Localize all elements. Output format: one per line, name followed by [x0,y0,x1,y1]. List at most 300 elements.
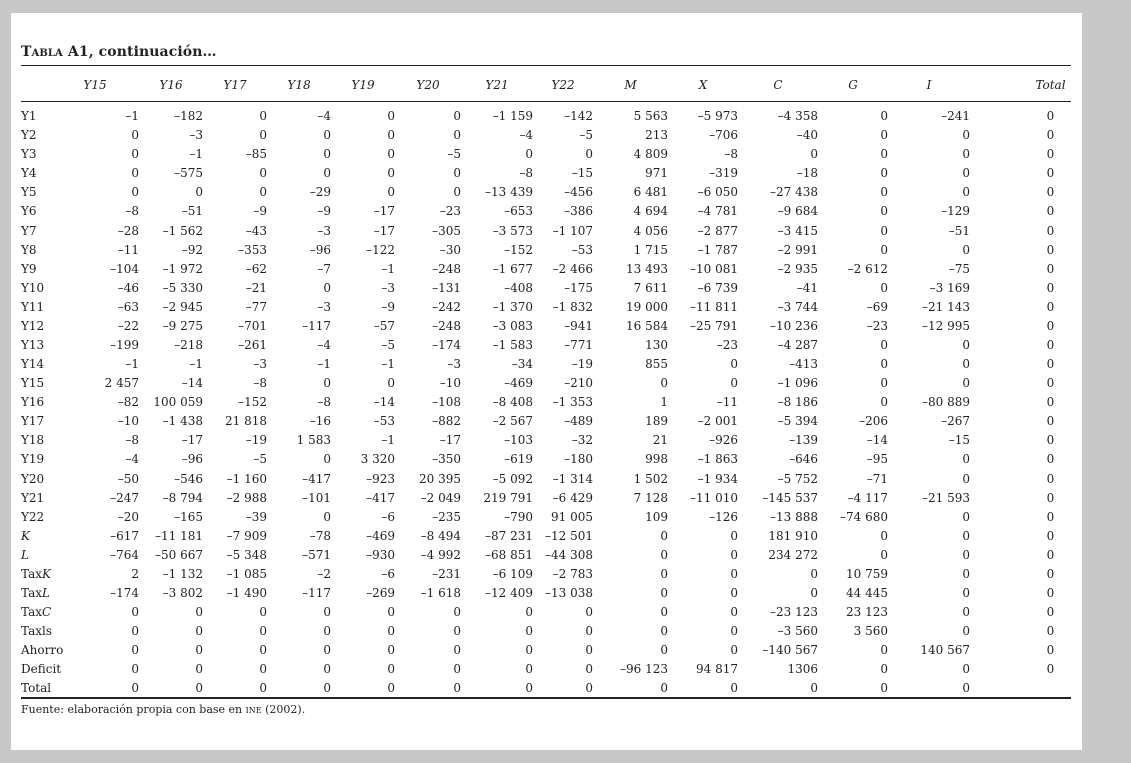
table-title-prefix: Tabla [21,44,63,60]
table-row [21,450,1131,469]
table-cell: 0 [962,624,970,639]
table-cell: –1 314 [552,471,593,486]
table-cell: –3 560 [777,624,818,639]
table-cell: –103 [504,433,533,448]
table-cell: 0 [259,185,267,200]
table-cell: –50 667 [155,547,203,562]
table-cell: –3 [189,128,203,143]
table-cell: –5 [447,147,461,162]
table-cell: 0 [259,662,267,677]
table-cell: 0 [880,204,888,219]
column-header: G [848,78,858,92]
table-cell: –267 [941,414,970,429]
table-cell: 0 [1046,166,1055,181]
table-cell: 0 [660,585,668,600]
row-label: Y9 [21,261,37,276]
table-cell: 0 [259,166,267,181]
table-cell: –1 863 [697,452,738,467]
table-cell: 0 [131,624,139,639]
table-cell: –2 991 [777,242,818,257]
table-cell: –386 [564,204,593,219]
table-cell: 1 502 [633,471,668,486]
table-cell: –9 275 [162,318,203,333]
table-cell: 0 [387,166,395,181]
table-row [21,469,1131,488]
table-cell: 0 [131,128,139,143]
table-row [21,260,1131,279]
table-cell: 0 [730,681,738,696]
row-label: Y21 [21,490,45,505]
table-cell: 94 817 [696,662,738,677]
table-cell: 1 583 [296,433,331,448]
table-row [21,107,1131,126]
table-cell: 91 005 [551,509,593,524]
table-cell: –5 752 [777,471,818,486]
table-cell: 0 [1046,471,1055,486]
table-body [21,102,1131,698]
table-cell: –95 [866,452,888,467]
table-cell: 7 611 [633,280,668,295]
table-cell: 0 [259,128,267,143]
table-cell: 0 [387,662,395,677]
table-cell: 0 [1046,299,1055,314]
table-cell: –8 794 [162,490,203,505]
table-cell: –43 [245,223,267,238]
table-cell: –413 [789,357,818,372]
row-label: TaxK [21,566,51,581]
table-cell: –80 889 [922,395,970,410]
table-cell: 0 [387,109,395,124]
table-title-rest: A1, continuación… [67,44,217,60]
table-cell: –11 811 [690,299,738,314]
table-cell: 0 [1046,433,1055,448]
table-cell: –790 [504,509,533,524]
table-cell: 0 [880,280,888,295]
table-cell: –30 [439,242,461,257]
table-cell: 0 [962,566,970,581]
table-cell: 0 [880,681,888,696]
table-cell: –1 934 [697,471,738,486]
table-row [21,279,1131,298]
table-title [21,44,217,60]
table-row [21,508,1131,527]
table-cell: 0 [387,185,395,200]
table-cell: –6 [381,566,395,581]
table-cell: –1 [381,357,395,372]
row-label: Ahorro [21,643,64,658]
table-cell: 0 [525,643,533,658]
table-cell: 0 [323,166,331,181]
table-cell: 100 059 [153,395,203,410]
table-cell: 0 [323,605,331,620]
table-cell: –417 [302,471,331,486]
table-cell: –117 [302,318,331,333]
table-cell: 4 809 [633,147,668,162]
table-cell: 0 [962,585,970,600]
table-cell: –11 181 [155,528,203,543]
table-cell: –142 [564,109,593,124]
table-cell: –13 439 [485,185,533,200]
column-header: Y19 [351,78,375,92]
table-cell: –6 739 [697,280,738,295]
table-cell: –2 466 [552,261,593,276]
table-cell: –63 [117,299,139,314]
source-prefix: Fuente: elaboración propia con base en [21,703,243,716]
table-cell: 0 [1046,242,1055,257]
table-cell: –3 [381,280,395,295]
row-label: Y13 [21,337,45,352]
table-row [21,546,1131,565]
table-cell: –8 186 [777,395,818,410]
table-cell: –1 [125,357,139,372]
table-cell: 0 [962,185,970,200]
table-cell: –5 [381,337,395,352]
row-label: Y14 [21,357,45,372]
table-cell: –619 [504,452,533,467]
table-cell: 0 [1046,566,1055,581]
table-cell: –17 [373,204,395,219]
table-cell: –152 [504,242,533,257]
table-row [21,374,1131,393]
table-cell: –1 159 [492,109,533,124]
table-cell: –1 085 [226,566,267,581]
table-cell: –3 [447,357,461,372]
table-cell: –13 888 [770,509,818,524]
table-row [21,565,1131,584]
table-cell: –882 [432,414,461,429]
table-cell: 0 [880,662,888,677]
table-cell: –139 [789,433,818,448]
table-cell: 0 [259,605,267,620]
row-label: Y4 [21,166,37,181]
table-cell: 0 [1046,204,1055,219]
header-row [21,75,1131,95]
table-cell: 971 [645,166,668,181]
table-cell: –1 490 [226,585,267,600]
table-cell: –11 010 [690,490,738,505]
table-cell: 0 [1046,490,1055,505]
row-label: L [21,547,29,562]
table-cell: 13 493 [626,261,668,276]
table-cell: –10 236 [770,318,818,333]
table-cell: –3 [253,357,267,372]
table-cell: –4 [317,109,331,124]
table-cell: 5 563 [633,109,668,124]
table-cell: –319 [709,166,738,181]
table-cell: 1 715 [633,242,668,257]
table-cell: –4 358 [777,109,818,124]
table-cell: 10 759 [846,566,888,581]
table-cell: –152 [238,395,267,410]
table-cell: 0 [387,376,395,391]
table-cell: –62 [245,261,267,276]
table-cell: 0 [1046,109,1055,124]
table-cell: –8 [317,395,331,410]
table-cell: –261 [238,337,267,352]
table-cell: –122 [366,242,395,257]
row-label: Y6 [21,204,37,219]
table-cell: –82 [117,395,139,410]
table-cell: –408 [504,280,533,295]
table-cell: 0 [195,662,203,677]
table-cell: 20 395 [419,471,461,486]
row-label: Y7 [21,223,37,238]
table-cell: –15 [571,166,593,181]
table-cell: –1 353 [552,395,593,410]
table-row [21,431,1131,450]
row-label: Y22 [21,509,45,524]
table-cell: –22 [117,318,139,333]
table-cell: –14 [866,433,888,448]
table-cell: –1 972 [162,261,203,276]
table-cell: 0 [1046,414,1055,429]
table-cell: 7 128 [633,490,668,505]
table-cell: –1 618 [420,585,461,600]
table-cell: –11 [117,242,139,257]
table-cell: –2 783 [552,566,593,581]
table-cell: –17 [373,223,395,238]
table-cell: 0 [880,528,888,543]
table-row [21,317,1131,336]
table-cell: –165 [174,509,203,524]
table-cell: –77 [245,299,267,314]
table-cell: –7 909 [226,528,267,543]
table-cell: –140 567 [762,643,818,658]
table-cell: 6 481 [633,185,668,200]
table-cell: –5 092 [492,471,533,486]
table-cell: 0 [962,681,970,696]
column-header: Y17 [223,78,247,92]
table-cell: 0 [730,643,738,658]
column-header: Y20 [416,78,440,92]
table-cell: 1 [660,395,668,410]
table-cell: 0 [730,605,738,620]
table-cell: 0 [962,357,970,372]
table-cell: –68 851 [485,547,533,562]
column-header: I [926,78,932,92]
table-cell: 0 [730,585,738,600]
table-cell: 0 [525,147,533,162]
row-label: Total [21,681,52,696]
table-cell: 140 567 [920,643,970,658]
table-cell: –5 348 [226,547,267,562]
table-cell: –51 [181,204,203,219]
table-cell: 0 [453,128,461,143]
row-label: Y2 [21,128,37,143]
table-cell: –21 [245,280,267,295]
table-cell: –16 [309,414,331,429]
column-header: Y18 [287,78,311,92]
table-cell: –74 680 [840,509,888,524]
table-cell: 234 272 [768,547,818,562]
table-cell: –2 988 [226,490,267,505]
table-cell: –46 [117,280,139,295]
table-cell: –1 160 [226,471,267,486]
table-cell: –4 992 [420,547,461,562]
table-cell: 0 [387,128,395,143]
table-cell: 0 [660,376,668,391]
table-cell: 0 [585,681,593,696]
table-cell: 0 [880,109,888,124]
table-cell: –19 [245,433,267,448]
table-cell: –1 438 [162,414,203,429]
table-cell: –489 [564,414,593,429]
table-cell: –17 [439,433,461,448]
table-cell: 0 [259,624,267,639]
column-header: Total [1035,78,1066,92]
table-cell: 0 [259,681,267,696]
table-cell: –6 050 [697,185,738,200]
table-cell: –23 [866,318,888,333]
row-label: Y19 [21,452,45,467]
table-cell: –5 330 [162,280,203,295]
table-cell: –1 096 [777,376,818,391]
table-cell: 0 [323,662,331,677]
table-cell: 0 [453,662,461,677]
table-cell: –764 [110,547,139,562]
table-cell: –1 562 [162,223,203,238]
table-row [21,164,1131,183]
table-cell: 0 [585,147,593,162]
table-cell: 0 [660,547,668,562]
table-cell: 1306 [787,662,818,677]
table-cell: –646 [789,452,818,467]
table-cell: –2 945 [162,299,203,314]
table-cell: 0 [660,643,668,658]
table-cell: –53 [373,414,395,429]
table-cell: –8 494 [420,528,461,543]
table-cell: 0 [453,109,461,124]
table-cell: –34 [511,357,533,372]
table-cell: –180 [564,452,593,467]
table-row [21,584,1131,603]
table-cell: –2 [317,566,331,581]
table-cell: –3 [317,299,331,314]
column-header: Y21 [485,78,509,92]
table-row [21,527,1131,546]
column-header: Y16 [159,78,183,92]
table-cell: –2 567 [492,414,533,429]
table-cell: –1 370 [492,299,533,314]
table-cell: 0 [1046,452,1055,467]
table-cell: –1 677 [492,261,533,276]
table-cell: –39 [245,509,267,524]
document-page [11,13,1082,750]
table-cell: –69 [866,299,888,314]
table-cell: –29 [309,185,331,200]
table-cell: –21 593 [922,490,970,505]
table-cell: 0 [880,357,888,372]
table-cell: –210 [564,376,593,391]
row-label: K [21,528,30,543]
table-cell: 0 [195,605,203,620]
table-cell: –1 107 [552,223,593,238]
table-cell: 0 [730,528,738,543]
table-cell: –8 [519,166,533,181]
table-cell: 0 [131,166,139,181]
table-cell: –546 [174,471,203,486]
table-cell: 0 [323,681,331,696]
table-cell: 0 [195,185,203,200]
table-cell: 219 791 [483,490,533,505]
table-cell: –3 415 [777,223,818,238]
table-cell: 0 [195,643,203,658]
table-cell: –350 [432,452,461,467]
table-cell: –1 [381,261,395,276]
table-cell: 0 [962,147,970,162]
table-cell: 0 [880,395,888,410]
table-cell: –8 [253,376,267,391]
table-row [21,336,1131,355]
table-cell: –456 [564,185,593,200]
table-cell: 0 [962,662,970,677]
table-cell: 130 [645,337,668,352]
table-cell: –1 132 [162,566,203,581]
table-cell: –469 [366,528,395,543]
table-row [21,126,1131,145]
table-cell: –53 [571,242,593,257]
table-cell: –17 [181,433,203,448]
table-cell: –21 143 [922,299,970,314]
table-cell: 0 [1046,357,1055,372]
table-cell: 0 [1046,585,1055,600]
table-cell: 4 056 [633,223,668,238]
table-cell: –1 [317,357,331,372]
table-cell: 109 [645,509,668,524]
table-cell: –71 [866,471,888,486]
table-cell: 0 [962,605,970,620]
table-cell: –1 [125,109,139,124]
table-cell: –248 [432,318,461,333]
table-cell: –4 117 [847,490,888,505]
table-cell: –5 973 [697,109,738,124]
row-label: Y5 [21,185,37,200]
table-cell: 0 [1046,337,1055,352]
table-cell: 19 000 [626,299,668,314]
table-cell: –242 [432,299,461,314]
table-cell: –13 038 [545,585,593,600]
table-cell: 0 [660,624,668,639]
table-cell: –6 [381,509,395,524]
table-row [21,679,1131,698]
table-cell: –25 791 [690,318,738,333]
table-cell: 0 [660,681,668,696]
table-cell: 0 [730,376,738,391]
table-cell: –417 [366,490,395,505]
table-cell: –218 [174,337,203,352]
table-cell: –175 [564,280,593,295]
table-cell: 0 [1046,261,1055,276]
row-label: Y8 [21,242,37,257]
table-cell: –575 [174,166,203,181]
table-cell: –12 409 [485,585,533,600]
table-cell: 0 [730,547,738,562]
row-label: Y20 [21,471,45,486]
table-cell: 0 [323,509,331,524]
table-cell: 0 [730,566,738,581]
table-cell: –231 [432,566,461,581]
table-cell: 0 [810,585,818,600]
table-row [21,145,1131,164]
table-cell: –32 [571,433,593,448]
table-row [21,622,1131,641]
row-label: Deficit [21,662,62,677]
table-cell: –92 [181,242,203,257]
table-cell: 0 [387,643,395,658]
table-cell: 0 [962,471,970,486]
table-cell: –9 [317,204,331,219]
table-row [21,603,1131,622]
